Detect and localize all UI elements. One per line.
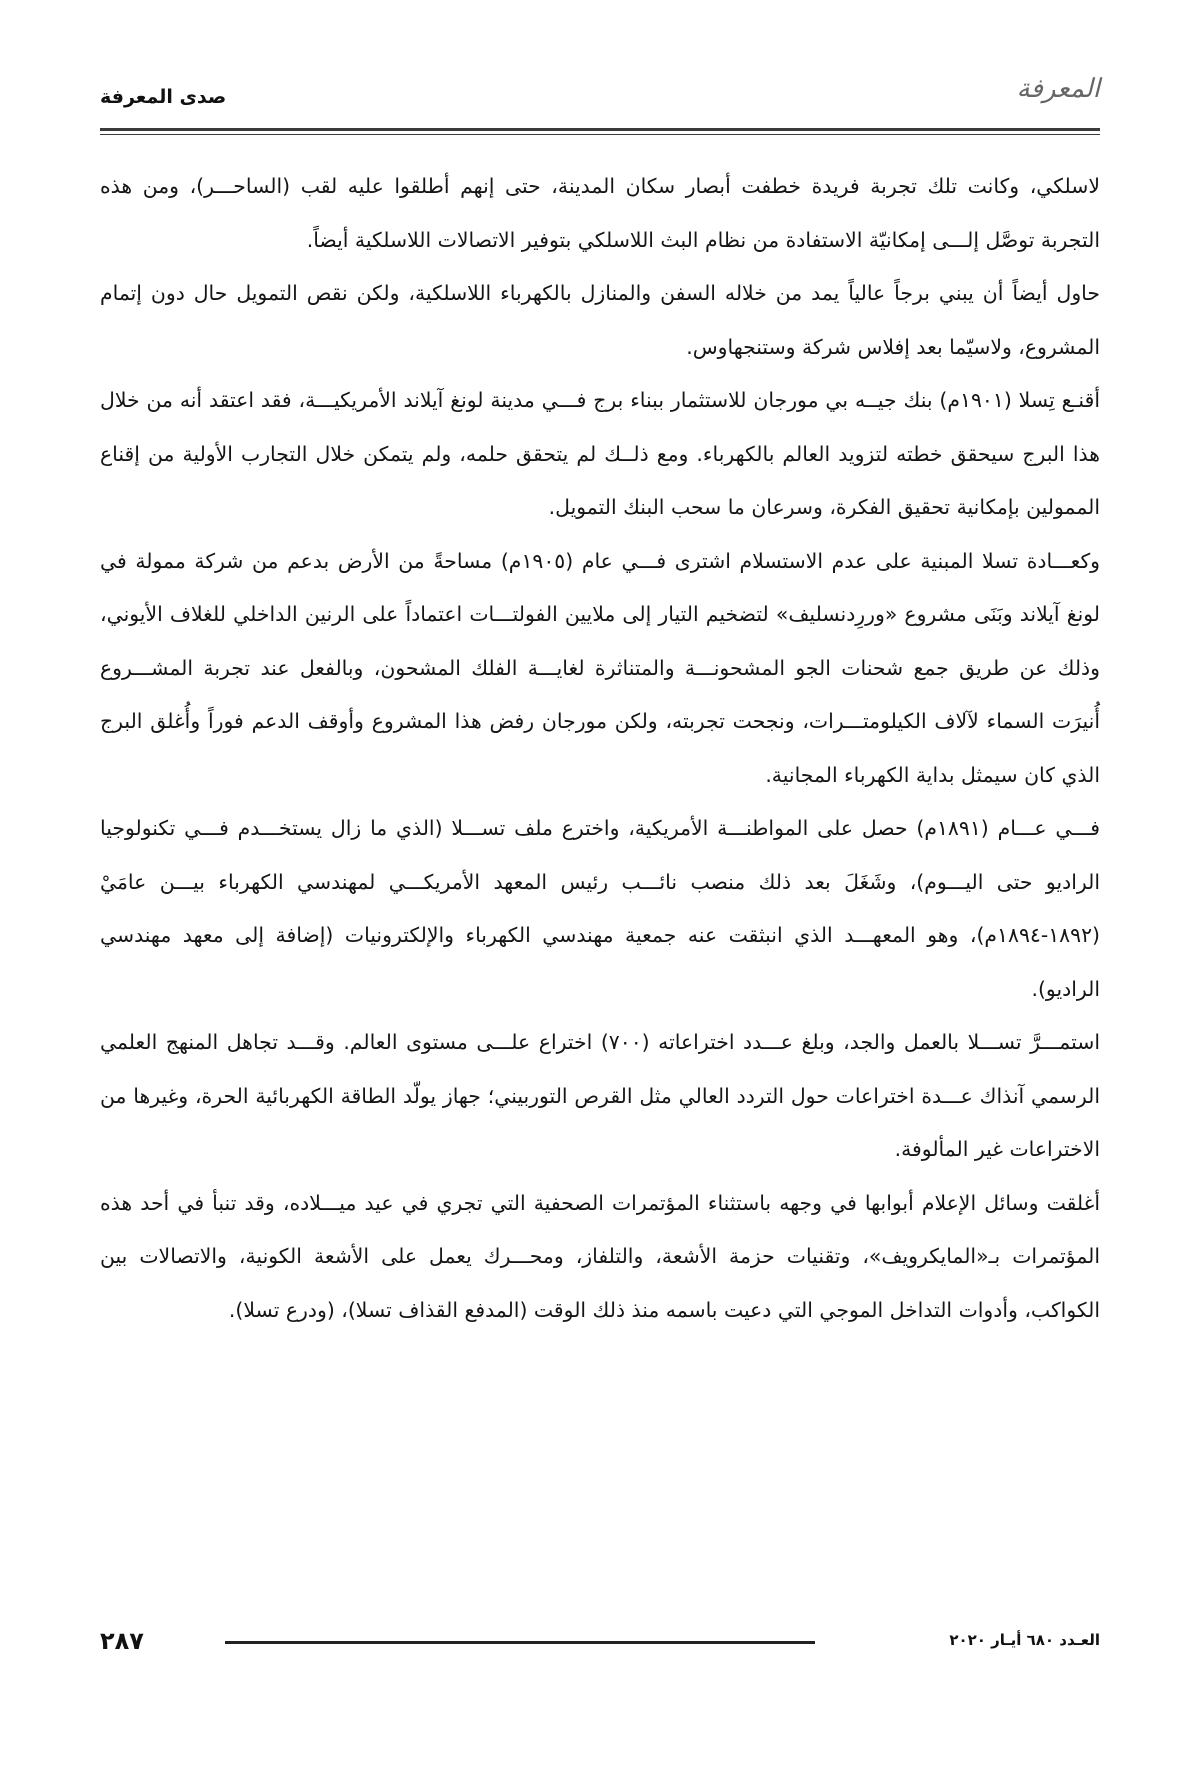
paragraph-5: فـــي عـــام (١٨٩١م) حصل على المواطنـــة الأمريكية، واخترع ملف تســـلا (الذي ما زال يستخـــدم فـــي تكنولوجيا الراديو حتى اليـــوم)، وشَغَلَ بعد ذلك منصب نائـــب رئيس المعهد الأمريكـــي لمهندسي الكهرباء بيـــن عامَيْ (١٨٩٢-١٨٩٤م)، وهو المعهـــد الذي انبثقت عنه جمعية مهندسي الكهرباء والإلكترونيات (إضافة إلى معهد مهندسي الراديو). [100, 816, 1100, 1001]
header-divider-thin [100, 134, 1100, 135]
section-title: صدى المعرفة [100, 86, 227, 108]
paragraph-7: أغلقت وسائل الإعلام أبوابها في وجهه باستثناء المؤتمرات الصحفية التي تجري في عيد ميـــلاده، وقد تنبأ في أحد هذه المؤتمرات بـ«المايكرويف»، وتقنيات حزمة الأشعة، والتلفاز، ومحـــرك يعمل على الأشعة الكونية، والاتصالات بين الكواكب، وأدوات التداخل الموجي التي دعيت باسمه منذ ذلك الوقت (المدفع القذاف تسلا)، (ودرع تسلا). [100, 1190, 1100, 1322]
paragraph-1: لاسلكي، وكانت تلك تجربة فريدة خطفت أبصار سكان المدينة، حتى إنهم أطلقوا عليه لقب (الساحـــر)، ومن هذه التجربة توصَّل إلـــى إمكانيّة الاستفادة من نظام البث اللاسلكي بتوفير الاتصالات اللاسلكية أيضاً. [100, 174, 1100, 252]
header-divider [100, 128, 1100, 131]
issue-info: العـدد ٦٨٠ أيـار ٢٠٢٠ [949, 1631, 1100, 1649]
paragraph-2: حاول أيضاً أن يبني برجاً عالياً يمد من خلاله السفن والمنازل بالكهرباء اللاسلكية، ولكن نقص التمويل حال دون إتمام المشروع، ولاسيّما بعد إفلاس شركة وستنجهاوس. [100, 281, 1100, 359]
footer-divider [225, 1641, 815, 1644]
paragraph-3: أقنـع تِسلا (١٩٠١م) بنك جيــه بي مورجان للاستثمار ببناء برج فـــي مدينة لونغ آيلاند الأمريكيـــة، فقد اعتقد أنه من خلال هذا البرج سيحقق خطته لتزويد العالم بالكهرباء. ومع ذلــك لم يتحقق حلمه، ولم يتمكن خلال التجارب الأولية من إقناع الممولين بإمكانية تحقيق الفكرة، وسرعان ما سحب البنك التمويل. [100, 388, 1101, 519]
article-body [100, 160, 1100, 1337]
magazine-logo: المعرفة [1016, 74, 1100, 104]
page-number: ٢٨٧ [100, 1627, 144, 1655]
paragraph-6: استمـــرَّ تســـلا بالعمل والجد، وبلغ عـــدد اختراعاته (٧٠٠) اختراع علـــى مستوى العالم. وقـــد تجاهل المنهج العلمي الرسمي آنذاك عـــدة اختراعات حول التردد العالي مثل القرص التوربيني؛ جهاز يولّد الطاقة الكهربائية الحرة، وغيرها من الاختراعات غير المألوفة. [100, 1030, 1100, 1161]
paragraph-4: وكعـــادة تسلا المبنية على عدم الاستسلام اشترى فـــي عام (١٩٠٥م) مساحةً من الأرض بدعم من شركة ممولة في لونغ آيلاند وبَنَى مشروع «وررِدنسليف» لتضخيم التيار إلى ملايين الفولتـــات اعتماداً على الرنين الداخلي للغلاف الأيوني، وذلك عن طريق جمع شحنات الجو المشحونـــة والمتناثرة لغايـــة الفلك المشحون، وبالفعل عند تجربة المشـــروع أُنيرَت السماء لآلاف الكيلومتـــرات، ونجحت تجربته، ولكن مورجان رفض هذا المشروع وأوقف الدعم فوراً وأُغلق البرج الذي كان سيمثل بداية الكهرباء المجانية. [100, 548, 1101, 787]
